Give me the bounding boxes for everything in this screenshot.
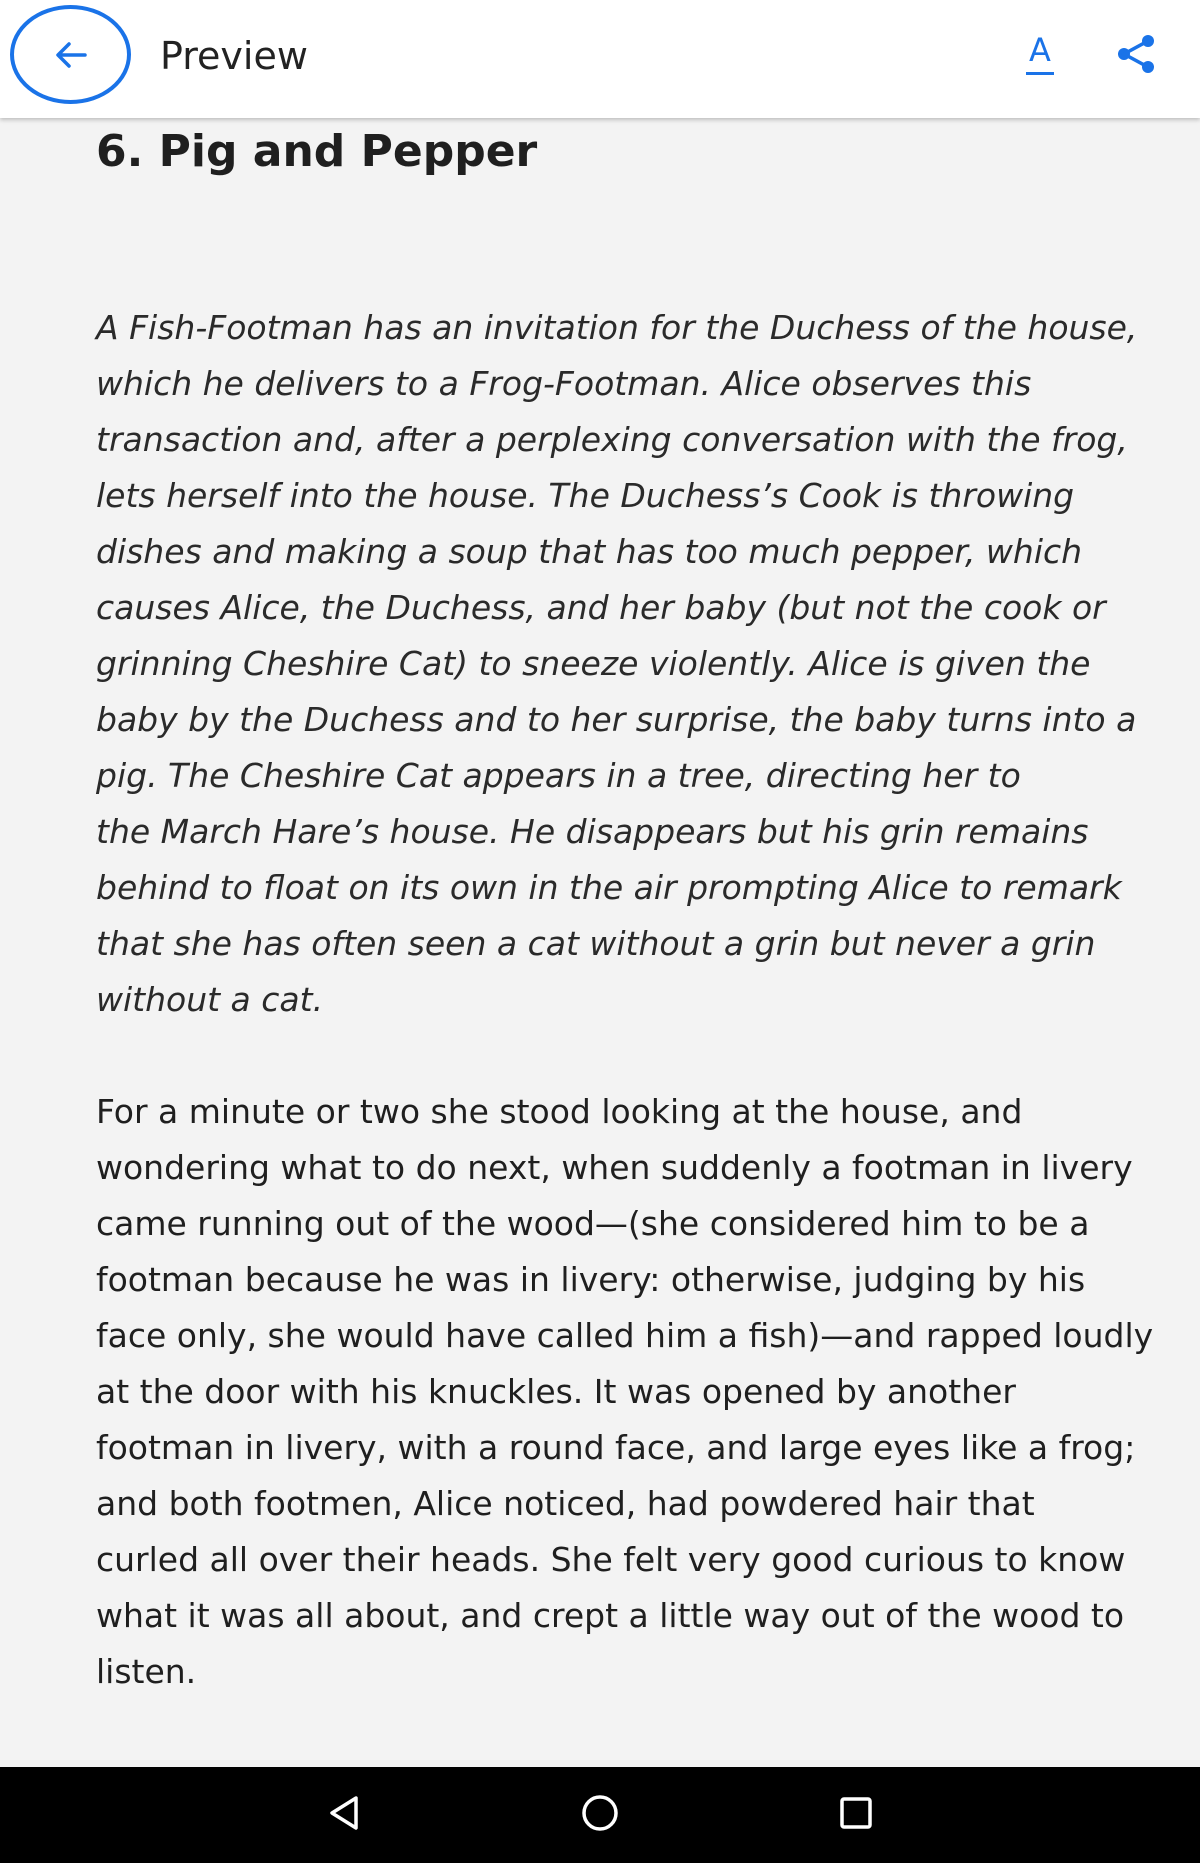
summary-line: transaction and, after a perplexing conversation with the frog,: [96, 420, 1128, 459]
summary-line: A Fish-Footman has an invitation for the Duchess of the house,: [96, 308, 1138, 347]
summary-line: grinning Cheshire Cat) to sneeze violently. Alice is given the: [96, 644, 1091, 683]
body-line: footman because he was in livery: otherwise, judging by his: [96, 1260, 1086, 1299]
body-line: listen.: [96, 1652, 197, 1691]
summary-line: which he delivers to a Frog-Footman. Alice observes this: [96, 364, 1032, 403]
nav-back-button[interactable]: [320, 1791, 368, 1839]
triangle-back-icon: [324, 1793, 364, 1837]
nav-recents-button[interactable]: [832, 1791, 880, 1839]
font-settings-button[interactable]: [1020, 32, 1060, 76]
summary-line: the March Hare’s house. He disappears but his grin remains: [96, 812, 1089, 851]
summary-line: without a cat.: [96, 980, 324, 1019]
body-line: wondering what to do next, when suddenly a footman in livery: [96, 1148, 1133, 1187]
font-size-icon: A: [1029, 31, 1051, 69]
chapter-summary: [96, 300, 1138, 1028]
summary-line: causes Alice, the Duchess, and her baby (but not the cook or: [96, 588, 1106, 627]
body-line: and both footmen, Alice noticed, had powdered hair that: [96, 1484, 1035, 1523]
body-line: curled all over their heads. She felt very good curious to know: [96, 1540, 1126, 1579]
share-button[interactable]: [1114, 32, 1158, 76]
summary-line: pig. The Cheshire Cat appears in a tree, directing her to: [96, 756, 1021, 795]
chapter-title: 6. Pig and Pepper: [96, 126, 538, 177]
app-bar: [0, 0, 1200, 118]
body-line: at the door with his knuckles. It was opened by another: [96, 1372, 1016, 1411]
body-line: face only, she would have called him a fish)—and rapped loudly: [96, 1316, 1154, 1355]
chapter-body: [96, 1084, 1154, 1700]
nav-home-button[interactable]: [576, 1791, 624, 1839]
font-underline: [1026, 72, 1054, 75]
summary-line: behind to float on its own in the air prompting Alice to remark: [96, 868, 1122, 907]
summary-line: baby by the Duchess and to her surprise, the baby turns into a: [96, 700, 1137, 739]
square-recents-icon: [836, 1793, 876, 1837]
body-line: what it was all about, and crept a little way out of the wood to: [96, 1596, 1125, 1635]
system-navigation-bar: [0, 1767, 1200, 1863]
body-line: footman in livery, with a round face, and large eyes like a frog;: [96, 1428, 1136, 1467]
summary-line: that she has often seen a cat without a grin but never a grin: [96, 924, 1096, 963]
body-line: came running out of the wood—(she considered him to be a: [96, 1204, 1090, 1243]
circle-home-icon: [580, 1793, 620, 1837]
arrow-left-icon: [51, 35, 91, 75]
back-button[interactable]: [10, 5, 131, 104]
summary-line: dishes and making a soup that has too much pepper, which: [96, 532, 1083, 571]
summary-line: lets herself into the house. The Duchess’s Cook is throwing: [96, 476, 1075, 515]
share-icon: [1114, 61, 1158, 80]
app-title: Preview: [160, 34, 308, 78]
body-line: For a minute or two she stood looking at the house, and: [96, 1092, 1023, 1131]
